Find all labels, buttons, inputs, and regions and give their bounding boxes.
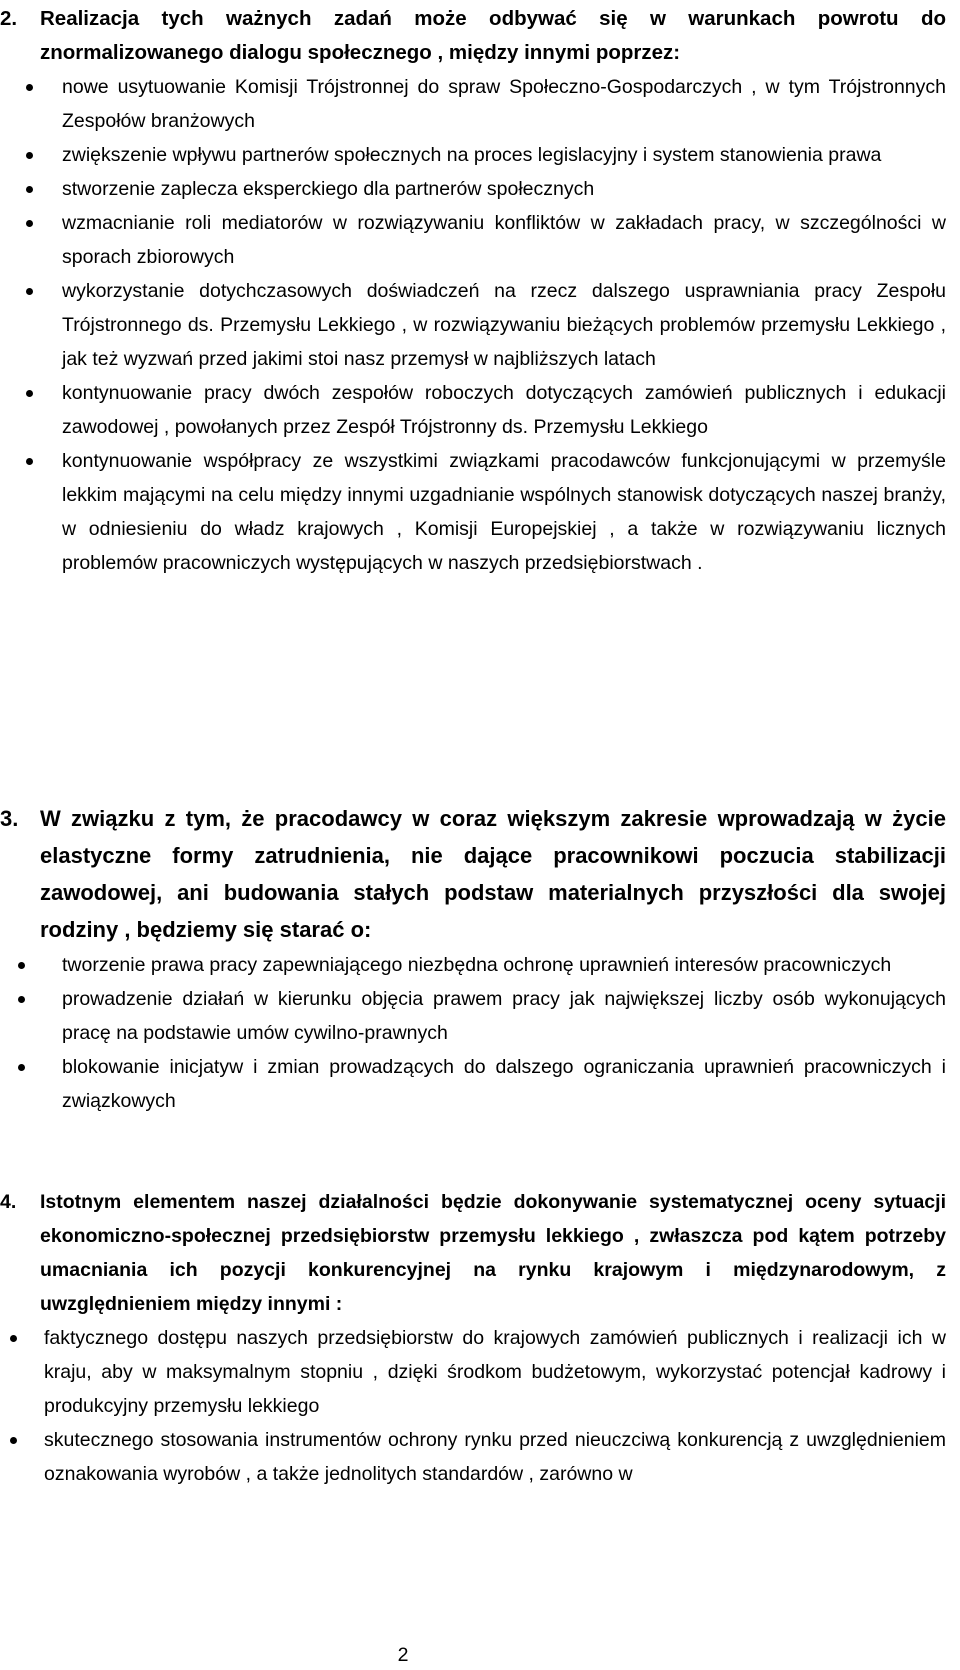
page-number: 2	[397, 1644, 409, 1666]
section-2	[0, 2, 960, 580]
list-item-text: blokowanie inicjatyw i zmian prowadzących do dalszego ograniczania uprawnień pracowniczych i związkowych	[62, 1056, 946, 1112]
list-item	[0, 1050, 960, 1118]
section-heading-text: Istotnym elementem naszej działalności będzie dokonywanie systematycznej oceny sytuacji ekonomiczno-społecznej przedsiębiorstw przemysłu lekkiego , zwłaszcza pod kątem potrzeby umacniania ich pozycji konkurencyjnej na rynku krajowym i międzynarodowym, z uwzględnieniem między innymi :	[40, 1191, 946, 1315]
list-item	[0, 444, 960, 580]
list-item	[0, 1423, 960, 1491]
section-3	[0, 800, 960, 1118]
list-item-text: wzmacnianie roli mediatorów w rozwiązywaniu konfliktów w zakładach pracy, w szczególności w sporach zbiorowych	[62, 212, 946, 268]
list-item-text: wykorzystanie dotychczasowych doświadczeń na rzecz dalszego usprawniania pracy Zespołu Trójstronnego ds. Przemysłu Lekkiego , w rozwiązywaniu bieżących problemów przemysłu Lekkiego , jak też wyzwań przed jakimi stoi nasz przemysł w najbliższych latach	[62, 280, 946, 370]
bullet-list	[0, 70, 960, 580]
list-item-text: faktycznego dostępu naszych przedsiębiorstw do krajowych zamówień publicznych i realizacji ich w kraju, aby w maksymalnym stopniu , dzięki środkom budżetowym, wykorzystać potencjał kadrowy i produkcyjny przemysłu lekkiego	[44, 1327, 946, 1417]
section-heading	[0, 1185, 960, 1321]
section-number: 4.	[0, 1191, 17, 1213]
list-item	[0, 70, 960, 138]
list-item	[0, 206, 960, 274]
section-heading	[0, 2, 960, 70]
bullet-list	[0, 1321, 960, 1491]
list-item	[0, 138, 960, 172]
section-heading-text: W związku z tym, że pracodawcy w coraz większym zakresie wprowadzają w życie elastyczne formy zatrudnienia, nie dające pracownikowi poczucia stabilizacji zawodowej, ani budowania stałych podstaw materialnych przyszłości dla swojej rodziny , będziemy się starać o:	[40, 806, 946, 942]
list-item	[0, 948, 960, 982]
list-item	[0, 172, 960, 206]
bullet-list	[0, 948, 960, 1118]
list-item	[0, 1321, 960, 1423]
list-item-text: stworzenie zaplecza eksperckiego dla partnerów społecznych	[62, 178, 595, 200]
section-heading	[0, 800, 960, 948]
list-item-text: skutecznego stosowania instrumentów ochrony rynku przed nieuczciwą konkurencją z uwzględnieniem oznakowania wyrobów , a także jednolitych standardów , zarówno w	[44, 1429, 946, 1485]
list-item-text: prowadzenie działań w kierunku objęcia prawem pracy jak największej liczby osób wykonujących pracę na podstawie umów cywilno-prawnych	[62, 988, 946, 1044]
section-number: 2.	[0, 7, 18, 30]
list-item	[0, 274, 960, 376]
section-number: 3.	[0, 806, 19, 831]
section-4	[0, 1185, 960, 1491]
section-heading-text: Realizacja tych ważnych zadań może odbywać się w warunkach powrotu do znormalizowanego dialogu społecznego , między innymi poprzez:	[40, 7, 946, 64]
list-item-text: kontynuowanie pracy dwóch zespołów roboczych dotyczących zamówień publicznych i edukacji zawodowej , powołanych przez Zespół Trójstronny ds. Przemysłu Lekkiego	[62, 382, 946, 438]
list-item-text: nowe usytuowanie Komisji Trójstronnej do spraw Społeczno-Gospodarczych , w tym Trójstronnych Zespołów branżowych	[62, 76, 946, 132]
list-item-text: kontynuowanie współpracy ze wszystkimi związkami pracodawców funkcjonującymi w przemyśle lekkim mającymi na celu między innymi uzgadnianie wspólnych stanowisk dotyczących naszej branży, w odniesieniu do władz krajowych , Komisji Europejskiej , a także w rozwiązywaniu licznych problemów pracowniczych występujących w naszych przedsiębiorstwach .	[62, 450, 946, 574]
list-item	[0, 376, 960, 444]
list-item-text: zwiększenie wpływu partnerów społecznych na proces legislacyjny i system stanowienia prawa	[62, 144, 882, 166]
list-item-text: tworzenie prawa pracy zapewniającego niezbędna ochronę uprawnień interesów pracowniczych	[62, 954, 892, 976]
list-item	[0, 982, 960, 1050]
